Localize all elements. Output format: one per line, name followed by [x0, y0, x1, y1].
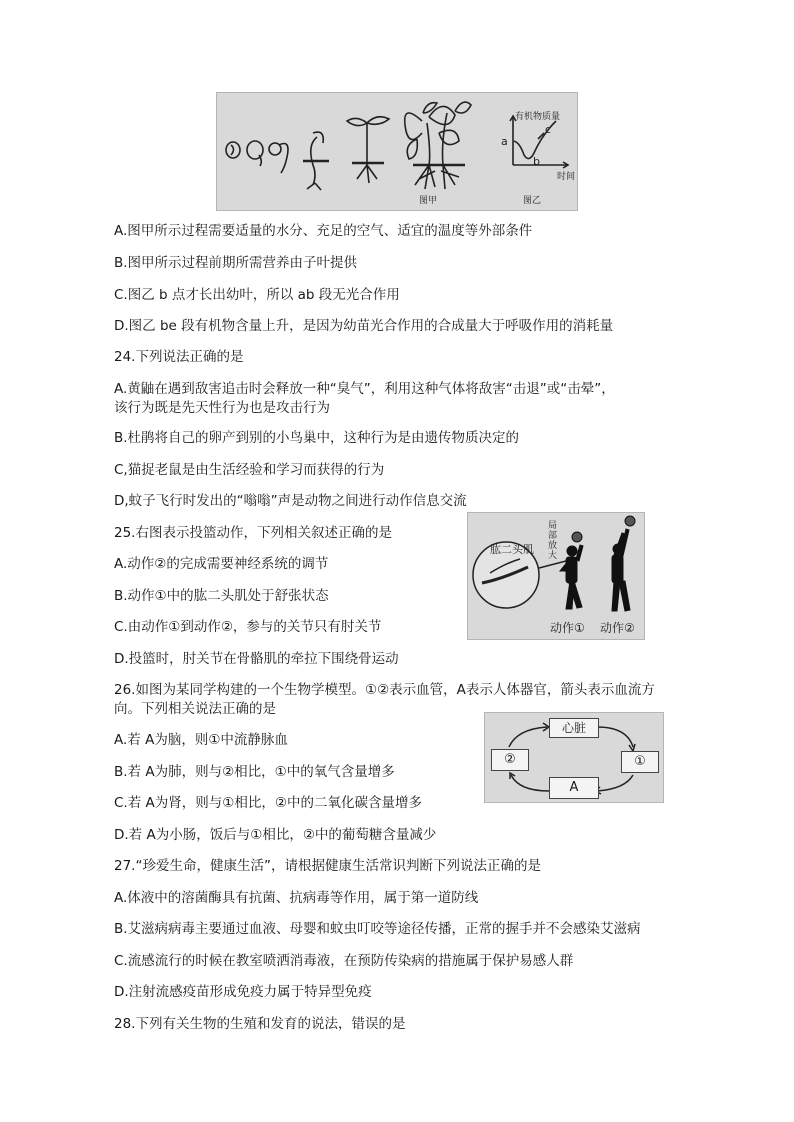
- graph-y-axis-label: 有机物质量: [515, 112, 561, 122]
- q25-stem: 25.右图表示投篮动作，下列相关叙述正确的是: [114, 525, 392, 541]
- biceps-label: 肱二头肌: [490, 543, 534, 556]
- q25-option-a: A.动作②的完成需要神经系统的调节: [114, 556, 329, 572]
- q27-stem: 27.“珍爱生命，健康生活”，请根据健康生活常识判断下列说法正确的是: [114, 858, 541, 874]
- vessel-2-box: ②: [491, 749, 529, 771]
- q25-option-c: C.由动作①到动作②，参与的关节只有肘关节: [114, 619, 382, 635]
- graph-point-c: c: [545, 123, 552, 136]
- q25-option-b: B.动作①中的肱二头肌处于舒张状态: [114, 588, 329, 604]
- action-2-label: 动作②: [600, 621, 635, 635]
- graph-point-a: a: [501, 135, 508, 148]
- q24-option-c: C,猫捉老鼠是由生活经验和学习而获得的行为: [114, 462, 385, 478]
- q26-stem-line1: 26.如图为某同学构建的一个生物学模型。①②表示血管，A表示人体器官，箭头表示血流方: [114, 682, 655, 698]
- q27-option-b: B.艾滋病病毒主要通过血液、母婴和蚊虫叮咬等途径传播，正常的握手并不会感染艾滋病: [114, 921, 641, 937]
- figure-jia-caption: 图甲: [419, 196, 438, 206]
- q23-option-b: B.图甲所示过程前期所需营养由子叶提供: [114, 255, 358, 271]
- q24-option-a-cont: 该行为既是先天性行为也是攻击行为: [114, 400, 330, 416]
- q26-option-d: D.若 A为小肠，饭后与①相比，②中的葡萄糖含量减少: [114, 827, 437, 843]
- q24-option-a: A.黄鼬在遇到敌害追击时会释放一种“臭气”，利用这种气体将敌害“击退”或“击晕”，: [114, 381, 615, 397]
- q26-option-c: C.若 A为肾，则与①相比，②中的二氧化碳含量增多: [114, 795, 422, 811]
- q24-option-b: B.杜鹃将自己的卵产到别的小鸟巢中，这种行为是由遗传物质决定的: [114, 430, 520, 446]
- q24-option-d: D,蚊子飞行时发出的“嗡嗡”声是动物之间进行动作信息交流: [114, 493, 467, 509]
- q24-stem: 24.下列说法正确的是: [114, 349, 244, 365]
- zoom-label: 局部放大: [548, 521, 558, 561]
- q26-option-b: B.若 A为肺，则与②相比，①中的氧气含量增多: [114, 764, 395, 780]
- q25-option-d: D.投篮时，肘关节在骨骼肌的牵拉下围绕骨运动: [114, 651, 399, 667]
- seed-germination-figure: [216, 92, 578, 211]
- organ-a-box: A: [549, 777, 599, 799]
- q26-option-a: A.若 A为脑，则①中流静脉血: [114, 732, 288, 748]
- graph-point-b: b: [533, 155, 540, 168]
- vessel-1-box: ①: [621, 751, 659, 773]
- q27-option-c: C.流感流行的时候在教室喷洒消毒液，在预防传染病的措施属于保护易感人群: [114, 953, 574, 969]
- graph-x-axis-label: 时间: [557, 172, 576, 182]
- q23-option-d: D.图乙 be 段有机物含量上升，是因为幼苗光合作用的合成量大于呼吸作用的消耗量: [114, 318, 614, 334]
- basketball-shot-figure: [467, 512, 645, 640]
- blood-circulation-model: [484, 712, 664, 803]
- q26-stem-line2: 向。下列相关说法正确的是: [114, 701, 276, 717]
- q28-stem: 28.下列有关生物的生殖和发育的说法，错误的是: [114, 1016, 406, 1032]
- q23-option-a: A.图甲所示过程需要适量的水分、充足的空气、适宜的温度等外部条件: [114, 223, 533, 239]
- q23-option-c: C.图乙 b 点才长出幼叶，所以 ab 段无光合作用: [114, 287, 400, 303]
- q27-option-d: D.注射流感疫苗形成免疫力属于特异型免疫: [114, 984, 372, 1000]
- action-1-label: 动作①: [550, 621, 585, 635]
- figure-yi-caption: 图乙: [523, 196, 542, 206]
- q27-option-a: A.体液中的溶菌酶具有抗菌、抗病毒等作用，属于第一道防线: [114, 890, 479, 906]
- heart-box: 心脏: [549, 718, 599, 738]
